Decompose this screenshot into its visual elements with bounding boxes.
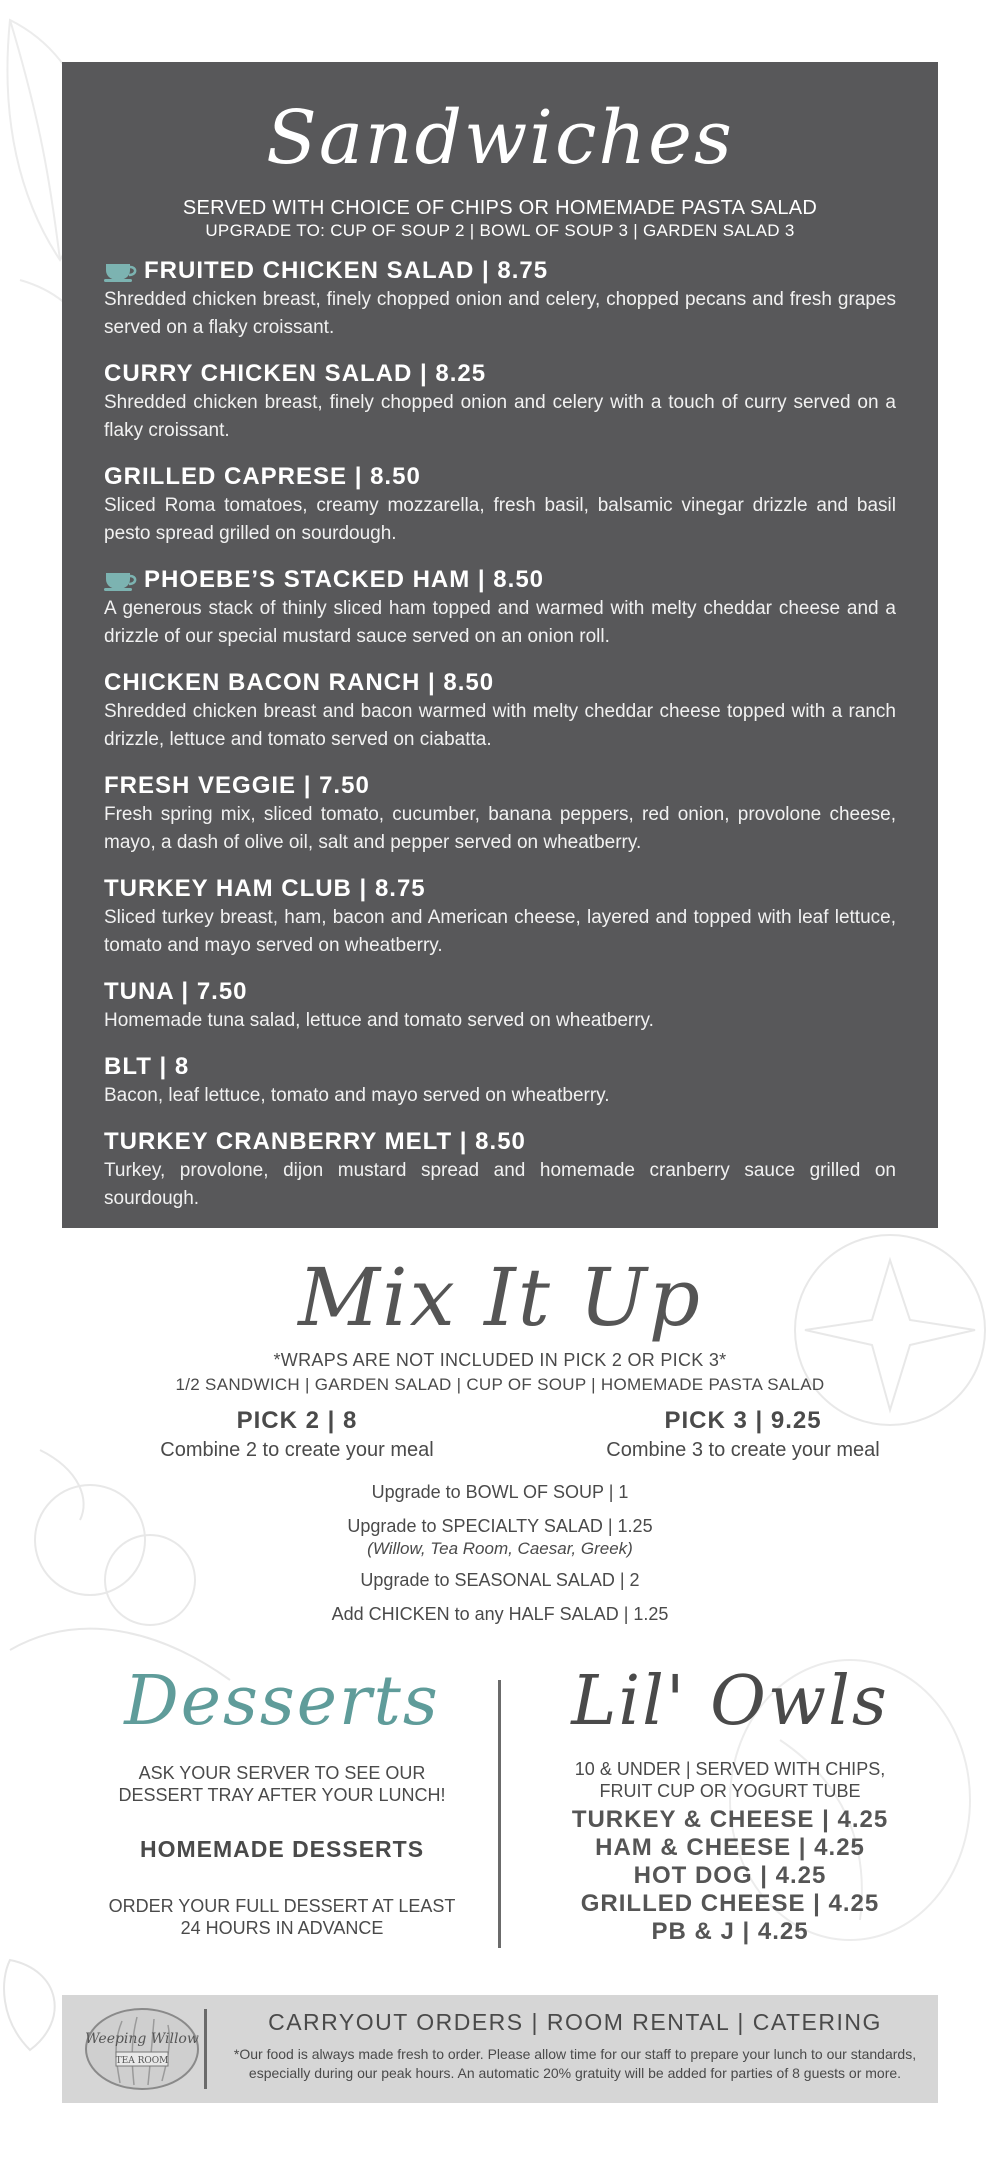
upgrade-soup: Upgrade to BOWL OF SOUP | 1 — [371, 1482, 629, 1502]
kids-menu-item: HAM & CHEESE | 4.25 — [595, 1834, 865, 1861]
pick-3 — [578, 1407, 908, 1462]
desserts-title: Desserts — [124, 1662, 440, 1741]
menu-item — [104, 668, 896, 754]
menu-item-name: FRESH VEGGIE | 7.50 — [104, 772, 370, 799]
teacup-icon — [104, 260, 138, 282]
desserts-ask-line: DESSERT TRAY AFTER YOUR LUNCH! — [118, 1785, 446, 1805]
menu-item — [104, 359, 896, 445]
menu-item — [104, 771, 896, 857]
pick-2-description: Combine 2 to create your meal — [160, 1439, 434, 1461]
specialty-salad-list: (Willow, Tea Room, Caesar, Greek) — [367, 1539, 633, 1558]
sandwich-list — [104, 256, 896, 1213]
svg-text:TEA ROOM: TEA ROOM — [115, 2056, 169, 2066]
menu-item-description: Homemade tuna salad, lettuce and tomato served on wheatberry. — [104, 1010, 654, 1031]
desserts-section — [82, 1660, 482, 1939]
menu-item-description: Shredded chicken breast, finely chopped onion and celery with a touch of curry served on a flaky croissant. — [104, 392, 896, 441]
menu-item-description: Sliced turkey breast, ham, bacon and American cheese, layered and topped with leaf lettuce, tomato and mayo served on wheatberry. — [104, 907, 896, 956]
desserts-ask — [82, 1762, 482, 1806]
mix-it-up-title: Mix It Up — [298, 1251, 702, 1344]
menu-item — [104, 977, 896, 1035]
mix-it-up-section — [62, 1250, 938, 1627]
lil-owls-info-line: FRUIT CUP OR YOGURT TUBE — [599, 1781, 861, 1801]
pick-2-title: PICK 2 | 8 — [236, 1407, 358, 1434]
menu-item — [104, 1052, 896, 1110]
menu-item-name: TURKEY CRANBERRY MELT | 8.50 — [104, 1128, 526, 1155]
footer-divider — [204, 2009, 207, 2089]
footer-note — [216, 2045, 934, 2083]
footer-note-line: especially during our peak hours. An automatic 20% gratuity will be added for parties of 8 guests or more. — [248, 2065, 902, 2081]
desserts-ask-line: ASK YOUR SERVER TO SEE OUR — [138, 1763, 426, 1783]
menu-item-name: FRUITED CHICKEN SALAD | 8.75 — [144, 257, 549, 284]
menu-item-name: BLT | 8 — [104, 1053, 190, 1080]
pick-3-description: Combine 3 to create your meal — [606, 1439, 880, 1461]
menu-item-name: TUNA | 7.50 — [104, 978, 248, 1005]
sandwiches-served-with: SERVED WITH CHOICE OF CHIPS OR HOMEMADE PASTA SALAD — [182, 197, 818, 219]
menu-item — [104, 462, 896, 548]
menu-item-name: CHICKEN BACON RANCH | 8.50 — [104, 669, 495, 696]
menu-item-description: Shredded chicken breast, finely chopped onion and celery, chopped pecans and fresh grapes served on a flaky croissant. — [104, 289, 896, 338]
lil-owls-section — [520, 1660, 940, 1946]
menu-item-description: Bacon, leaf lettuce, tomato and mayo served on wheatberry. — [104, 1085, 610, 1106]
add-chicken: Add CHICKEN to any HALF SALAD | 1.25 — [331, 1604, 669, 1624]
homemade-desserts: HOMEMADE DESSERTS — [139, 1836, 425, 1862]
lil-owls-title: Lil' Owls — [571, 1662, 889, 1741]
footer-bar — [62, 1995, 938, 2103]
mix-it-up-options: 1/2 SANDWICH | GARDEN SALAD | CUP OF SOUP | HOMEMADE PASTA SALAD — [175, 1375, 825, 1394]
menu-item-name: TURKEY HAM CLUB | 8.75 — [104, 875, 426, 902]
menu-item-name: CURRY CHICKEN SALAD | 8.25 — [104, 360, 487, 387]
svg-text:Weeping Willow: Weeping Willow — [85, 2031, 199, 2047]
mix-it-up-note: *WRAPS ARE NOT INCLUDED IN PICK 2 OR PICK 3* — [273, 1350, 727, 1370]
menu-item — [104, 565, 896, 651]
sandwiches-upgrade: UPGRADE TO: CUP OF SOUP 2 | BOWL OF SOUP 3 | GARDEN SALAD 3 — [205, 221, 795, 240]
section-divider — [498, 1680, 501, 1948]
upgrade-specialty-salad: Upgrade to SPECIALTY SALAD | 1.25 — [347, 1516, 653, 1536]
kids-menu-item: TURKEY & CHEESE | 4.25 — [571, 1806, 889, 1833]
kids-menu-item: HOT DOG | 4.25 — [633, 1862, 827, 1889]
footer-note-line: *Our food is always made fresh to order. Please allow time for our staff to prepare your lunch to our standards, — [233, 2046, 917, 2062]
lil-owls-info — [520, 1758, 940, 1802]
menu-item-description: Fresh spring mix, sliced tomato, cucumber, banana peppers, red onion, provolone cheese, mayo, a dash of olive oil, salt and pepper served on wheatberry. — [104, 804, 896, 853]
menu-item — [104, 1127, 896, 1213]
desserts-order-line: 24 HOURS IN ADVANCE — [180, 1918, 384, 1938]
lil-owls-list — [520, 1806, 940, 1946]
lil-owls-info-line: 10 & UNDER | SERVED WITH CHIPS, — [574, 1759, 886, 1779]
menu-item-description: Shredded chicken breast and bacon warmed with melty cheddar cheese topped with a ranch drizzle, lettuce and tomato served on ciabatta. — [104, 701, 896, 750]
footer-services: CARRYOUT ORDERS | ROOM RENTAL | CATERING — [268, 2009, 882, 2035]
menu-item-description: Turkey, provolone, dijon mustard spread and homemade cranberry sauce grilled on sourdough. — [104, 1160, 896, 1209]
kids-menu-item: PB & J | 4.25 — [651, 1918, 809, 1945]
menu-item — [104, 874, 896, 960]
desserts-order-line: ORDER YOUR FULL DESSERT AT LEAST — [108, 1896, 456, 1916]
menu-item-description: Sliced Roma tomatoes, creamy mozzarella, fresh basil, balsamic vinegar drizzle and basil pesto spread grilled on sourdough. — [104, 495, 896, 544]
teacup-icon — [104, 569, 138, 591]
sandwiches-title: Sandwiches — [266, 95, 734, 181]
desserts-order-note — [82, 1895, 482, 1939]
pick-3-title: PICK 3 | 9.25 — [664, 1407, 822, 1434]
upgrade-seasonal-salad: Upgrade to SEASONAL SALAD | 2 — [360, 1570, 640, 1590]
tea-room-logo-icon — [82, 2005, 202, 2093]
sandwiches-panel — [62, 62, 938, 1228]
menu-item-name: PHOEBE’S STACKED HAM | 8.50 — [144, 566, 545, 593]
menu-item — [104, 256, 896, 342]
menu-item-description: A generous stack of thinly sliced ham topped and warmed with melty cheddar cheese and a drizzle of our special mustard sauce served on an onion roll. — [104, 598, 896, 647]
kids-menu-item: GRILLED CHEESE | 4.25 — [580, 1890, 880, 1917]
pick-2 — [132, 1407, 462, 1462]
menu-item-name: GRILLED CAPRESE | 8.50 — [104, 463, 421, 490]
pick-options — [62, 1407, 938, 1471]
